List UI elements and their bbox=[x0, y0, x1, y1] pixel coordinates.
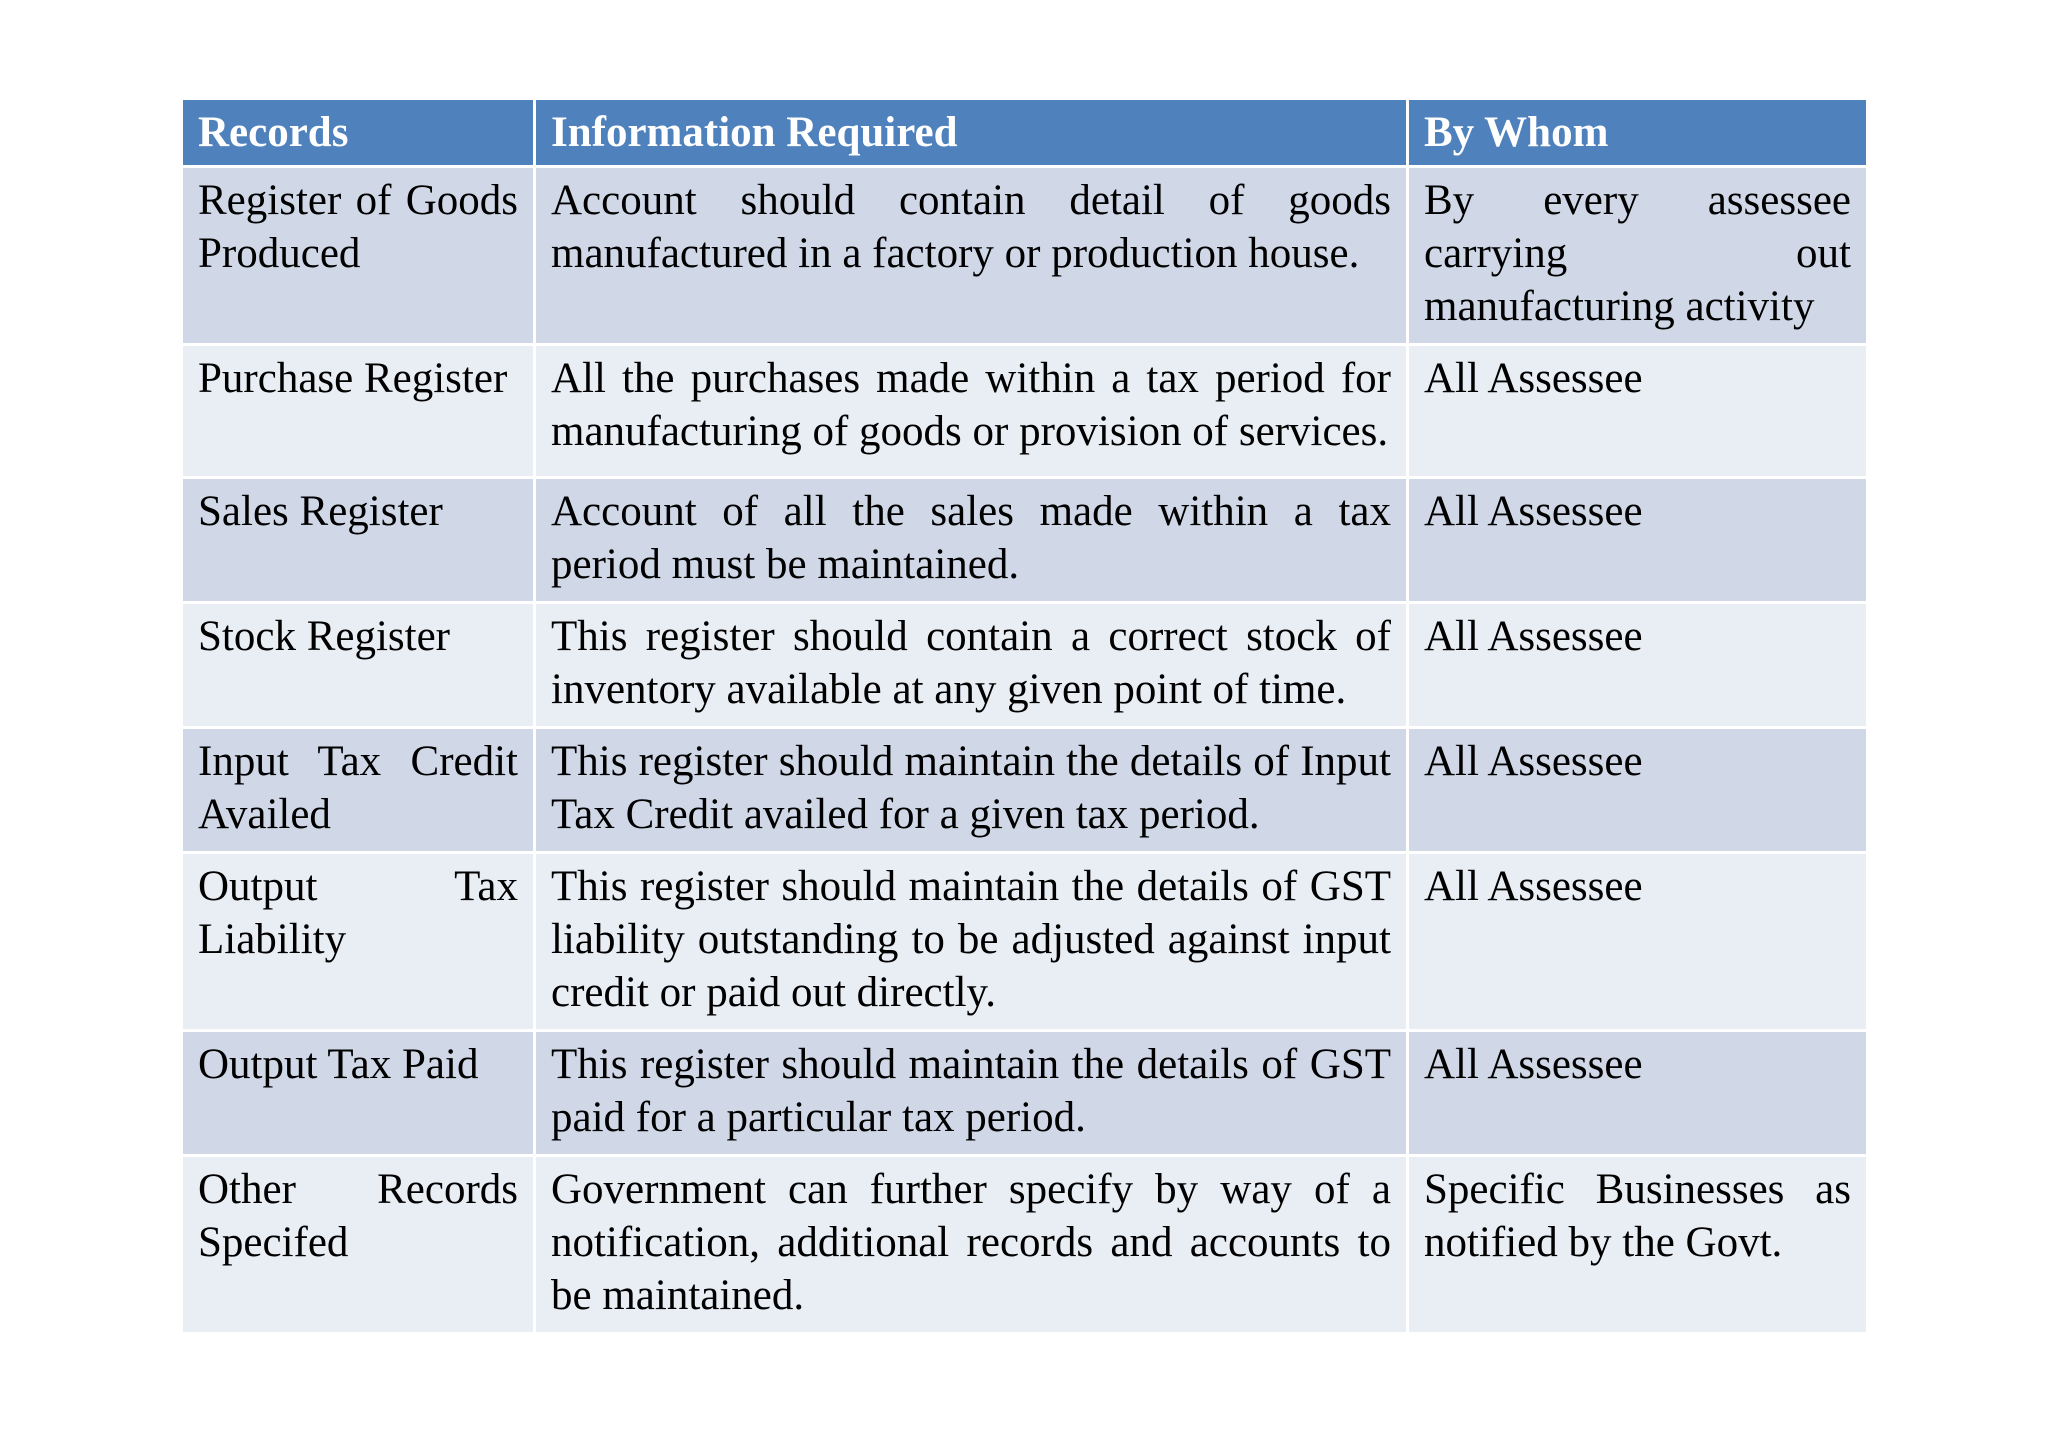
information-cell: This register should maintain the details of GST paid for a particular tax period. bbox=[535, 1031, 1408, 1156]
table-row bbox=[182, 478, 1868, 603]
by-whom-cell: Specific Businesses as notified by the Govt. bbox=[1408, 1156, 1868, 1334]
table-row bbox=[182, 603, 1868, 728]
record-cell: Output Tax Liability bbox=[182, 853, 535, 1031]
by-whom-cell: By every assessee carrying out manufacturing activity bbox=[1408, 167, 1868, 345]
table-row bbox=[182, 1031, 1868, 1156]
record-cell: Purchase Register bbox=[182, 345, 535, 478]
table-row bbox=[182, 1156, 1868, 1334]
header-by-whom: By Whom bbox=[1408, 99, 1868, 167]
header-records: Records bbox=[182, 99, 535, 167]
information-cell: Account should contain detail of goods manufactured in a factory or production house. bbox=[535, 167, 1408, 345]
record-cell: Output Tax Paid bbox=[182, 1031, 535, 1156]
information-cell: All the purchases made within a tax period for manufacturing of goods or provision of services. bbox=[535, 345, 1408, 478]
by-whom-cell: All Assessee bbox=[1408, 603, 1868, 728]
record-cell: Register of Goods Produced bbox=[182, 167, 535, 345]
table-row bbox=[182, 728, 1868, 853]
record-cell: Sales Register bbox=[182, 478, 535, 603]
header-information-required: Information Required bbox=[535, 99, 1408, 167]
record-cell: Stock Register bbox=[182, 603, 535, 728]
by-whom-cell: All Assessee bbox=[1408, 345, 1868, 478]
information-cell: Account of all the sales made within a tax period must be maintained. bbox=[535, 478, 1408, 603]
by-whom-cell: All Assessee bbox=[1408, 1031, 1868, 1156]
by-whom-cell: All Assessee bbox=[1408, 478, 1868, 603]
record-cell: Other Records Specifed bbox=[182, 1156, 535, 1334]
table-row bbox=[182, 345, 1868, 478]
table-row bbox=[182, 167, 1868, 345]
record-cell: Input Tax Credit Availed bbox=[182, 728, 535, 853]
table-header-row bbox=[182, 99, 1868, 167]
information-cell: Government can further specify by way of a notification, additional records and accounts to be maintained. bbox=[535, 1156, 1408, 1334]
records-table bbox=[180, 97, 1869, 1335]
by-whom-cell: All Assessee bbox=[1408, 728, 1868, 853]
by-whom-cell: All Assessee bbox=[1408, 853, 1868, 1031]
table-row bbox=[182, 853, 1868, 1031]
information-cell: This register should maintain the details of GST liability outstanding to be adjusted against input credit or paid out directly. bbox=[535, 853, 1408, 1031]
information-cell: This register should maintain the details of Input Tax Credit availed for a given tax period. bbox=[535, 728, 1408, 853]
information-cell: This register should contain a correct stock of inventory available at any given point of time. bbox=[535, 603, 1408, 728]
